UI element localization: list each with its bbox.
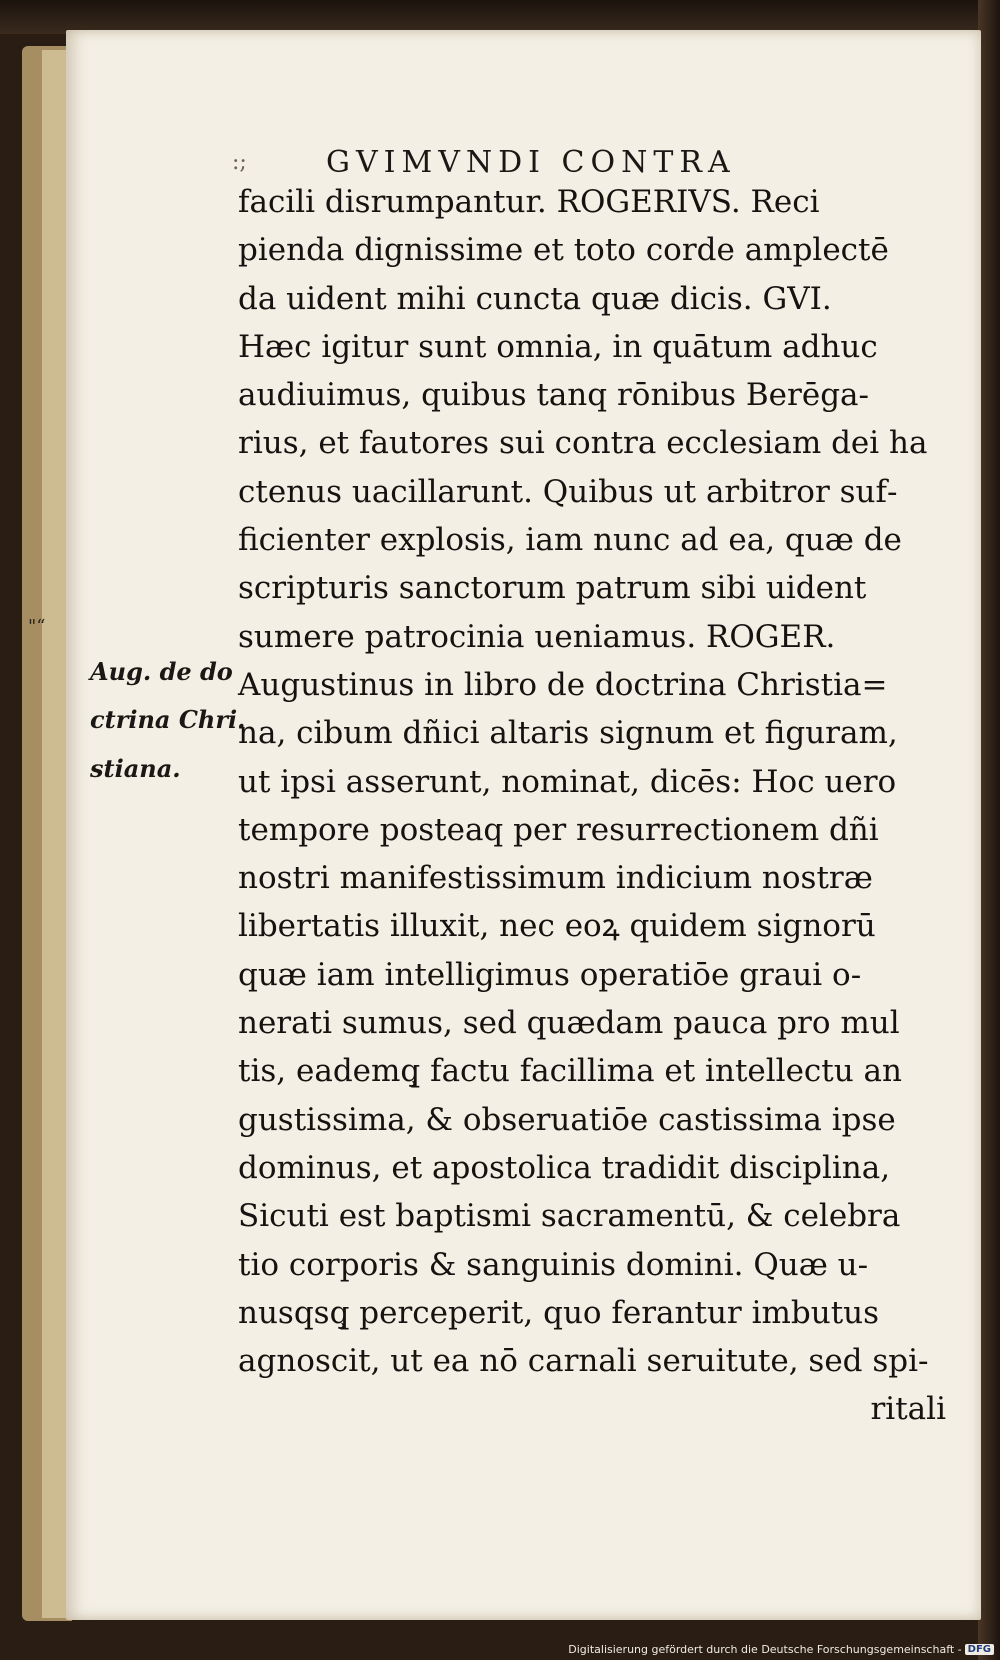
text-line: facili disrumpantur. ROGERIVS. Reci <box>238 184 820 220</box>
text-line: scripturis sanctorum patrum sibi uident <box>238 570 867 607</box>
text-line: nerati sumus, sed quædam pauca pro mul <box>238 1005 900 1042</box>
text-line: sumere patrocinia ueniamus. ROGER. <box>238 618 836 655</box>
text-line: pienda dignissime et toto corde amplectē <box>238 232 889 269</box>
text-line: nusqsq̧ perceperit, quo ferantur imbutus <box>238 1294 880 1331</box>
text-line: Sicuti est baptismi sacramentū, & celebra <box>238 1198 901 1235</box>
text-line: Hæc igitur sunt omnia, in quātum adhuc <box>238 328 878 365</box>
credit-text: Digitalisierung gefördert durch die Deutsche Forschungsgemeinschaft - <box>568 1643 962 1656</box>
body-text <box>238 178 950 1434</box>
text-line: na, cibum dñici altaris signum et figuram, <box>238 715 898 752</box>
text-line: dominus, et apostolica tradidit disciplina, <box>238 1149 891 1186</box>
catchword: ritali <box>870 1391 946 1428</box>
head-mark: :; <box>232 150 247 175</box>
text-line: libertatis illuxit, nec eoꝝ quidem signorū <box>238 908 876 945</box>
text-line: quæ iam intelligimus operatiōe graui o‑ <box>238 956 862 993</box>
text-line: tis, eademq̧ factu facillima et intellectu an <box>238 1053 903 1090</box>
margin-note-line: stiana. <box>90 753 181 783</box>
digitization-credit <box>568 1643 994 1656</box>
text-line: ctenus uacillarunt. Quibus ut arbitror suf‑ <box>238 473 898 510</box>
text-line: agnoscit, ut ea nō carnali seruitute, sed spi‑ <box>238 1343 929 1380</box>
margin-note-line: ctrina Chri. <box>90 705 246 735</box>
text-line: gustissima, & obseruatiōe castissima ipse <box>238 1101 896 1138</box>
text-line: tempore posteaq per resurrectionem dñi <box>238 811 879 848</box>
text-line: rius, et fautores sui contra ecclesiam dei ha <box>238 425 928 462</box>
text-line: Augustinus in libro de doctrina Christia= <box>238 666 888 703</box>
margin-note-line: Aug. de do <box>90 657 233 686</box>
text-line: ut ipsi asserunt, nominat, dicēs: Hoc uero <box>238 763 897 800</box>
book-edge-top <box>0 0 1000 34</box>
text-line: tio corporis & sanguinis domini. Quæ u‑ <box>238 1246 869 1283</box>
text-line: audiuimus, quibus tanq rōnibus Berēga‑ <box>238 377 869 414</box>
side-mark: "“ <box>28 616 46 637</box>
dfg-logo: DFG <box>965 1644 994 1655</box>
running-head: GVIMVNDI CONTRA <box>326 145 736 180</box>
text-line: da uident mihi cuncta quæ dicis. GVI. <box>238 280 832 317</box>
margin-note <box>90 648 246 793</box>
book-edge-right <box>978 0 1000 1660</box>
text-line: nostri manifestissimum indicium nostræ <box>238 860 873 897</box>
text-line: ficienter explosis, iam nunc ad ea, quæ de <box>238 522 902 559</box>
